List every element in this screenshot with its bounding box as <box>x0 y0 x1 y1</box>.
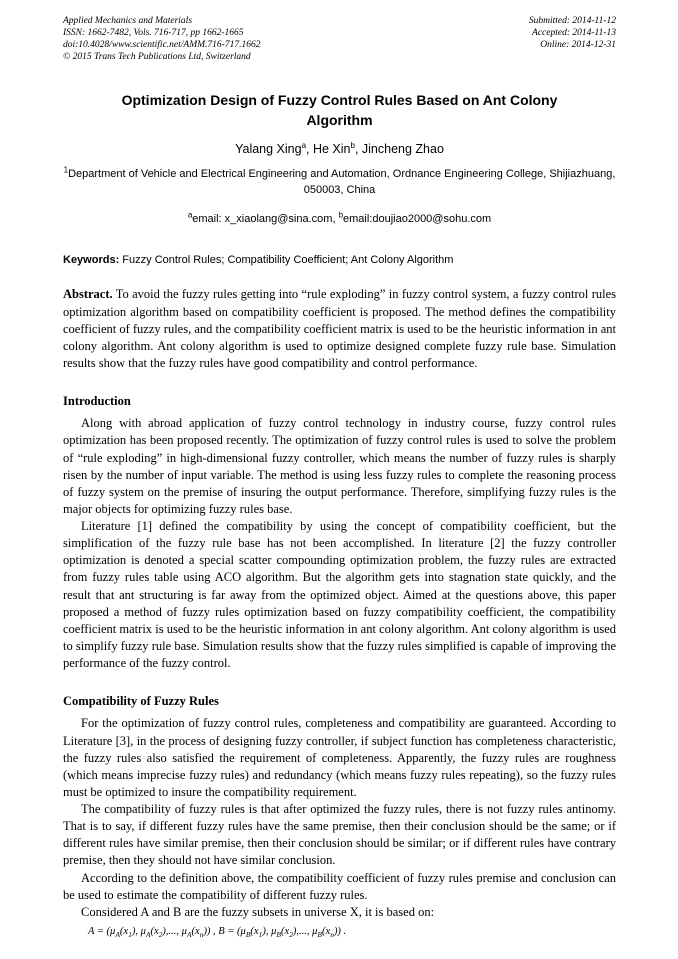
email-sup-a: a <box>187 210 193 220</box>
accepted-date: Accepted: 2014-11-13 <box>532 27 616 38</box>
author-name-1: Yalang Xing <box>235 142 302 157</box>
section-compatibility <box>63 693 616 940</box>
section-heading-introduction: Introduction <box>63 394 131 409</box>
journal-issn-line: ISSN: 1662-7482, Vols. 716-717, pp 1662-1665 <box>63 27 244 38</box>
affiliation-sup: 1 <box>63 165 69 175</box>
emails-line <box>63 212 616 226</box>
section-introduction <box>63 393 616 672</box>
journal-name: Applied Mechanics and Materials <box>63 16 193 26</box>
email-a: email: x_xiaolang@sina.com, <box>192 213 339 226</box>
keywords-label: Keywords: <box>63 253 120 266</box>
author-name-3: , Jincheng Zhao <box>354 142 444 157</box>
abstract <box>63 286 616 372</box>
intro-paragraph-2: Literature [1] defined the compatibility by using the concept of compatibility coefficient, but the simplification of the fuzzy rule base has not been accomplished. In literature [2] the fuzzy controller optimization is denoted a special scatter compounding optimization problem, the fuzzy rules are extracted from fuzzy rules table using ACO algorithm. But the algorithm gets into stagnation state quickly, and the result that ant structuring is far away from the optimized object. Aimed at the questions above, this paper proposed a method of fuzzy rules optimization based on fuzzy compatibility coefficient, the compatibility coefficient matrix is used to be the heuristic information in ant colony algorithm. Ant colony algorithm is used to simplify fuzzy rule base. Simulation results show that the fuzzy rules simplified is capable of improving the performance of the fuzzy control. <box>63 519 616 671</box>
online-date: Online: 2014-12-31 <box>540 39 616 50</box>
author-sup-a: a <box>301 140 307 150</box>
affiliation <box>63 167 616 199</box>
compatibility-paragraph-4: Considered A and B are the fuzzy subsets in universe X, it is based on: <box>81 904 435 919</box>
intro-paragraph-1: Along with abroad application of fuzzy control technology in industry course, fuzzy control rules optimization has been proposed recently. The optimization of fuzzy control rules is used to solve the problem of “rule exploding” in high-dimensional fuzzy controller, which means the number of fuzzy rules is sharply risen by the number of input variable. The method is using less fuzzy rules to complete the reasoning process of fuzzy system on the premise of insuring the output performance. Therefore, simplifying fuzzy rules is the major objects for optimizing fuzzy rules base. <box>63 416 616 516</box>
compatibility-paragraph-1: For the optimization of fuzzy control rules, completeness and compatibility are guaranteed. According to Literature [3], in the process of designing fuzzy controller, if subject function has completeness characteristic, the fuzzy rules also satisfied the requirement of completeness. Apparently, the fuzzy rules are roughness (which means imprecise fuzzy rules) and redundancy (which means fuzzy rules repeating), so the fuzzy rules must be optimized to insure the compatibility requirement. <box>63 716 616 799</box>
compatibility-paragraph-3: According to the definition above, the compatibility coefficient of fuzzy rules premise and conclusion can be used to estimate the compatibility of different fuzzy rules. <box>63 870 616 902</box>
submission-dates <box>529 16 616 64</box>
abstract-label: Abstract. <box>63 287 113 302</box>
keywords-text: Fuzzy Control Rules; Compatibility Coefficient; Ant Colony Algorithm <box>119 253 454 266</box>
abstract-text: To avoid the fuzzy rules getting into “rule exploding” in fuzzy control system, a fuzzy control rules optimization algorithm based on compatibility coefficient is proposed. The method defines the compatibility coefficient of fuzzy rules, and the compatibility coefficient matrix is used to be the heuristic information in ant colony algorithm. Ant colony algorithm is used to optimize designed complete fuzzy rule base. Simulation results show that the fuzzy rules have good compatibility and control performance. <box>63 287 616 370</box>
keywords-line <box>63 253 616 269</box>
journal-header <box>63 16 616 64</box>
author-name-2: , He Xin <box>306 142 351 157</box>
authors-line <box>63 141 616 157</box>
email-sup-b: b <box>338 210 344 220</box>
fuzzy-subsets-formula: $A = (\mu_A(x_1)$, $\mu_A(x_2)$,..., $\mu_A(x_n)$) , $B = (\mu_B(x_1)$, $\mu_B(x_2)$,..., $\mu_B(x_n)$) . <box>88 925 347 940</box>
journal-copyright-line: © 2015 Trans Tech Publications Ltd, Switzerland <box>63 51 251 62</box>
compatibility-paragraph-2: The compatibility of fuzzy rules is that after optimized the fuzzy rules, there is not fuzzy rules antinomy. That is to say, if different fuzzy rules have the same premise, then their conclusion should be the same; or if different rules have similar premise, then their conclusion should be similar; or if different rules have contrary premise, then they should not have similar conclusion. <box>63 802 616 868</box>
email-b: email:doujiao2000@sohu.com <box>343 213 492 226</box>
submitted-date: Submitted: 2014-11-12 <box>528 16 616 26</box>
paper-title: Optimization Design of Fuzzy Control Rules Based on Ant Colony Algorithm <box>121 91 558 128</box>
journal-doi-line: doi:10.4028/www.scientific.net/AMM.716-717.1662 <box>63 39 261 50</box>
affiliation-text: Department of Vehicle and Electrical Engineering and Automation, Ordnance Engineering College, Shijiazhuang, 050003, China <box>68 168 616 197</box>
author-sup-b: b <box>350 140 355 150</box>
section-heading-compatibility: Compatibility of Fuzzy Rules <box>63 694 219 709</box>
journal-info <box>63 16 260 64</box>
